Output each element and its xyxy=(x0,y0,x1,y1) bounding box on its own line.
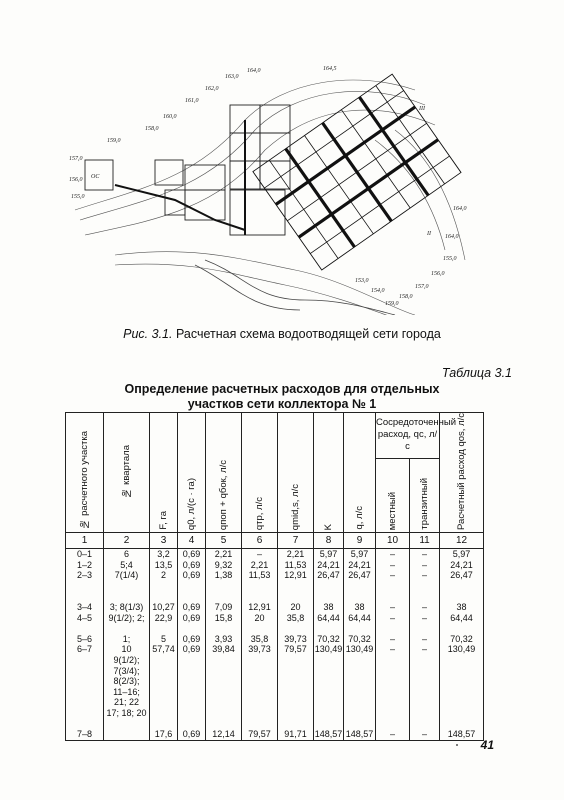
elevation-label: 163,0 xyxy=(225,74,239,80)
table-value: – xyxy=(422,633,428,644)
table-value xyxy=(314,655,343,666)
table-value xyxy=(206,697,241,708)
table-value: 24,21 xyxy=(450,559,473,570)
table-value: 0,69 xyxy=(182,548,201,559)
header-q: q, л/с xyxy=(344,413,376,533)
table-value xyxy=(376,666,409,677)
table-value: – xyxy=(389,612,395,623)
elevation-label: 156,0 xyxy=(431,271,445,277)
table-value xyxy=(178,718,205,729)
table-value xyxy=(150,676,177,687)
table-value: 2,21 xyxy=(214,548,233,559)
table-value: 3; 8(1/3) xyxy=(109,601,144,612)
table-value: 4–5 xyxy=(76,612,93,623)
table-value xyxy=(66,687,103,698)
table-value xyxy=(206,708,241,719)
table-value xyxy=(206,655,241,666)
table-value xyxy=(150,718,177,729)
table-value: 39,84 xyxy=(212,644,235,655)
table-column-cell xyxy=(242,548,278,740)
table-value xyxy=(206,623,241,634)
table-value xyxy=(314,581,343,592)
table-value xyxy=(206,591,241,602)
table-value xyxy=(242,697,277,708)
table-value: 0–1 xyxy=(76,548,93,559)
table-value xyxy=(314,591,343,602)
table-value xyxy=(278,687,313,698)
table-column-cell xyxy=(178,548,206,740)
elevation-label: 158,0 xyxy=(145,126,159,132)
table-value xyxy=(242,655,277,666)
table-value: 12,91 xyxy=(248,601,271,612)
figure-caption-number: Рис. 3.1. xyxy=(123,327,173,341)
table-value: 5,97 xyxy=(350,548,369,559)
table-value xyxy=(178,591,205,602)
table-value xyxy=(66,718,103,729)
elevation-label: 155,0 xyxy=(443,256,457,262)
elevation-label: 159,0 xyxy=(107,138,121,144)
table-value xyxy=(178,708,205,719)
elevation-label: 159,0 xyxy=(385,301,399,307)
table-value: 7(3/4); xyxy=(113,665,140,676)
table-value xyxy=(410,708,439,719)
column-number: 7 xyxy=(278,532,314,548)
table-value xyxy=(344,697,375,708)
table-value xyxy=(66,676,103,687)
page-number: 41 xyxy=(480,738,494,752)
table-value xyxy=(178,697,205,708)
table-value: 0,69 xyxy=(182,633,201,644)
table-value xyxy=(344,591,375,602)
table-value xyxy=(376,708,409,719)
table-value xyxy=(314,718,343,729)
header-transit: транзитный xyxy=(410,458,440,532)
table-column-cell xyxy=(104,548,150,740)
table-value: 9(1/2); xyxy=(113,654,140,665)
table-value xyxy=(104,718,149,729)
main-label-iii: III xyxy=(419,106,425,112)
table-value: 5–6 xyxy=(76,633,93,644)
table-value xyxy=(150,708,177,719)
table-value xyxy=(278,718,313,729)
figure-caption-text: Расчетная схема водоотводящей сети города xyxy=(172,327,441,341)
elevation-label: 161,0 xyxy=(185,98,199,104)
table-value: 13,5 xyxy=(154,559,173,570)
table-value: 2–3 xyxy=(76,570,93,581)
elevation-label: 160,0 xyxy=(163,114,177,120)
table-value xyxy=(410,687,439,698)
table-value xyxy=(344,718,375,729)
table-value xyxy=(440,591,483,602)
elevation-label: 154,0 xyxy=(371,288,385,294)
table-value: 5,97 xyxy=(452,548,471,559)
table-value xyxy=(314,623,343,634)
table-value: 38 xyxy=(354,601,365,612)
river xyxy=(195,260,395,315)
table-value xyxy=(206,718,241,729)
table-value xyxy=(410,697,439,708)
table-value xyxy=(66,655,103,666)
table-value xyxy=(278,623,313,634)
table-value: 148,57 xyxy=(447,729,476,740)
table-value: – xyxy=(389,644,395,655)
table-value xyxy=(278,581,313,592)
table-value: 10,27 xyxy=(152,601,175,612)
table-value: 7,09 xyxy=(214,601,233,612)
table-value: 70,32 xyxy=(317,633,340,644)
table-value: 21; 22 xyxy=(113,697,140,708)
column-number: 3 xyxy=(150,532,178,548)
column-number: 10 xyxy=(376,532,410,548)
table-value xyxy=(344,676,375,687)
table-value xyxy=(150,655,177,666)
elevation-label: 164,0 xyxy=(247,68,261,74)
table-value: 12,14 xyxy=(212,729,235,740)
column-number: 11 xyxy=(410,532,440,548)
table-value xyxy=(278,591,313,602)
table-value: 9(1/2); 2; xyxy=(108,612,145,623)
table-value xyxy=(314,697,343,708)
header-section-number: № расчетного участка xyxy=(66,413,104,533)
table-value: 130,49 xyxy=(447,644,476,655)
table-value: 7–8 xyxy=(76,729,93,740)
table-value xyxy=(104,729,149,740)
table-value xyxy=(376,591,409,602)
table-value: 130,49 xyxy=(314,644,343,655)
table-value: 70,32 xyxy=(450,633,473,644)
table-value: 3,2 xyxy=(157,548,170,559)
table-value: – xyxy=(422,570,428,581)
table-value: 148,57 xyxy=(345,729,374,740)
table-value: 64,44 xyxy=(450,612,473,623)
table-value: 35,8 xyxy=(250,633,269,644)
table-value xyxy=(178,666,205,677)
table-value xyxy=(376,718,409,729)
header-area: F, га xyxy=(150,413,178,533)
table-column-cell xyxy=(66,548,104,740)
table-value xyxy=(66,581,103,592)
column-number: 5 xyxy=(206,532,242,548)
table-column-cell xyxy=(376,548,410,740)
table-title-line1: Определение расчетных расходов для отдельных xyxy=(124,382,440,396)
table-value xyxy=(150,581,177,592)
table-value: 11,53 xyxy=(284,559,307,570)
header-block-number: № квартала xyxy=(104,413,150,533)
table-value: 9,32 xyxy=(214,559,233,570)
table-value: 10 xyxy=(121,644,132,655)
table-value xyxy=(344,687,375,698)
table-value: – xyxy=(422,548,428,559)
table-value: 70,32 xyxy=(348,633,371,644)
table-value xyxy=(242,708,277,719)
table-value xyxy=(376,655,409,666)
table-value xyxy=(344,623,375,634)
table-value: 39,73 xyxy=(284,633,307,644)
elevation-label: 157,0 xyxy=(415,284,429,290)
table-value xyxy=(178,623,205,634)
table-value: 26,47 xyxy=(348,570,371,581)
table-value xyxy=(206,676,241,687)
table-column-cell xyxy=(150,548,178,740)
table-value xyxy=(440,687,483,698)
table-value xyxy=(344,655,375,666)
table-value: 79,57 xyxy=(284,644,307,655)
table-value: – xyxy=(422,729,428,740)
table-value: 6–7 xyxy=(76,644,93,655)
table-value xyxy=(66,666,103,677)
city-blocks-right xyxy=(253,74,461,270)
table-value: 0,69 xyxy=(182,644,201,655)
table-value: 22,9 xyxy=(154,612,173,623)
header-design-flow: Расчетный расход qоs, л/с xyxy=(440,413,484,533)
column-number: 12 xyxy=(440,532,484,548)
table-value xyxy=(278,655,313,666)
header-qmid: qmid,s, л/с xyxy=(278,413,314,533)
table-value: 5,97 xyxy=(319,548,338,559)
table-body-row xyxy=(66,548,484,740)
table-value xyxy=(376,581,409,592)
table-value xyxy=(376,676,409,687)
table-value xyxy=(410,676,439,687)
table-value xyxy=(178,655,205,666)
table-value xyxy=(440,708,483,719)
table-value xyxy=(440,623,483,634)
table-value: – xyxy=(389,570,395,581)
table-column-cell xyxy=(440,548,484,740)
table-value: 57,74 xyxy=(152,644,175,655)
elevation-label: 164,0 xyxy=(453,206,467,212)
city-blocks xyxy=(85,105,290,235)
table-value xyxy=(242,676,277,687)
table-value: – xyxy=(389,548,395,559)
table-value xyxy=(440,676,483,687)
table-value xyxy=(242,666,277,677)
table-value xyxy=(242,687,277,698)
table-value: 17; 18; 20 xyxy=(106,707,147,718)
table-value: 8(2/3); xyxy=(113,676,140,687)
treatment-plant-label: ОС xyxy=(91,174,100,180)
table-column-cell xyxy=(410,548,440,740)
elevation-label: 153,0 xyxy=(355,278,369,284)
elevation-label: 158,0 xyxy=(399,294,413,300)
table-value: 12,91 xyxy=(284,570,307,581)
table-value xyxy=(242,718,277,729)
table-column-cell xyxy=(314,548,344,740)
sewer-network-scheme xyxy=(55,60,495,315)
table-value xyxy=(410,591,439,602)
table-value xyxy=(410,655,439,666)
table-value: 148,57 xyxy=(314,729,343,740)
table-value xyxy=(66,623,103,634)
elevation-label: 157,0 xyxy=(69,156,83,162)
table-value: 26,47 xyxy=(450,570,473,581)
header-q0: q0, л/(с · га) xyxy=(178,413,206,533)
table-value xyxy=(150,591,177,602)
column-number-row xyxy=(66,532,484,548)
elevation-label: 164,0 xyxy=(445,234,459,240)
table-value: 0,69 xyxy=(182,729,201,740)
table-value xyxy=(178,676,205,687)
elevation-label: 155,0 xyxy=(71,194,85,200)
table-value: 17,6 xyxy=(154,729,173,740)
table-value: – xyxy=(422,601,428,612)
table-value xyxy=(314,708,343,719)
table-value: 11,53 xyxy=(248,570,271,581)
column-number: 2 xyxy=(104,532,150,548)
main-label-ii: II xyxy=(427,231,431,237)
column-number: 6 xyxy=(242,532,278,548)
table-value xyxy=(150,697,177,708)
table-value xyxy=(242,581,277,592)
table-value xyxy=(376,687,409,698)
table-value xyxy=(344,666,375,677)
table-value: 0,69 xyxy=(182,559,201,570)
table-value: – xyxy=(389,633,395,644)
table-value: 6 xyxy=(123,548,129,559)
table-value: 3,93 xyxy=(214,633,233,644)
table-column-cell xyxy=(344,548,376,740)
table-title-line2: участков сети коллектора № 1 xyxy=(187,397,377,411)
table-value xyxy=(344,708,375,719)
table-value xyxy=(410,623,439,634)
table-value: – xyxy=(422,612,428,623)
table-value: 2 xyxy=(160,570,166,581)
table-value xyxy=(278,666,313,677)
elevation-label: 156,0 xyxy=(69,177,83,183)
table-value: 1,38 xyxy=(214,570,233,581)
table-value: 11–16; xyxy=(113,686,140,697)
table-value: 1; xyxy=(122,633,131,644)
figure-caption xyxy=(0,327,564,341)
column-number: 4 xyxy=(178,532,206,548)
table-value: 24,21 xyxy=(317,559,340,570)
table-value xyxy=(376,623,409,634)
elevation-label: 162,0 xyxy=(205,86,219,92)
table-value: – xyxy=(422,644,428,655)
table-column-cell xyxy=(278,548,314,740)
table-value: 1–2 xyxy=(76,559,93,570)
table-value: 20 xyxy=(254,612,265,623)
table-value xyxy=(178,687,205,698)
table-value xyxy=(410,718,439,729)
table-value: 38 xyxy=(323,601,334,612)
table-value xyxy=(150,687,177,698)
table-value xyxy=(242,623,277,634)
collector-line xyxy=(115,120,245,235)
table-value xyxy=(410,666,439,677)
table-value xyxy=(66,708,103,719)
table-column-cell xyxy=(206,548,242,740)
header-concentrated-flow: Сосредоточенный расход, qс, л/с xyxy=(376,413,440,459)
table-value xyxy=(440,666,483,677)
column-number: 1 xyxy=(66,532,104,548)
table-value: 24,21 xyxy=(348,559,371,570)
table-value: – xyxy=(389,559,395,570)
table-value xyxy=(206,687,241,698)
column-number: 8 xyxy=(314,532,344,548)
table-value xyxy=(410,581,439,592)
table-value xyxy=(440,581,483,592)
table-value xyxy=(242,591,277,602)
table-value xyxy=(314,666,343,677)
header-k: K xyxy=(314,413,344,533)
table-value xyxy=(66,697,103,708)
table-value: 0,69 xyxy=(182,570,201,581)
table-value: – xyxy=(422,559,428,570)
table-value xyxy=(344,581,375,592)
table-value xyxy=(66,591,103,602)
table-value: 64,44 xyxy=(317,612,340,623)
page-mark xyxy=(456,744,458,746)
table-value: 20 xyxy=(290,601,301,612)
table-value xyxy=(278,676,313,687)
table-value: 5;4 xyxy=(120,559,133,570)
table-value xyxy=(150,666,177,677)
table-value: 130,49 xyxy=(345,644,374,655)
table-value xyxy=(104,591,149,602)
table-title xyxy=(0,382,564,412)
table-value xyxy=(440,718,483,729)
table-value xyxy=(278,708,313,719)
table-value: 91,71 xyxy=(284,729,307,740)
table-value xyxy=(314,676,343,687)
table-value xyxy=(440,697,483,708)
table-value: 0,69 xyxy=(182,601,201,612)
table-value: 38 xyxy=(456,601,467,612)
table-value: 64,44 xyxy=(348,612,371,623)
header-qtr: qтр, л/с xyxy=(242,413,278,533)
table-value: – xyxy=(389,601,395,612)
elevation-label: 164,5 xyxy=(323,66,337,72)
table-value: 15,8 xyxy=(214,612,233,623)
table-value xyxy=(278,697,313,708)
table-value: 3–4 xyxy=(76,601,93,612)
table-value: 35,8 xyxy=(286,612,305,623)
table-value: – xyxy=(389,729,395,740)
column-number: 9 xyxy=(344,532,376,548)
table-value xyxy=(150,623,177,634)
flow-calculation-table xyxy=(65,412,484,741)
table-value: 7(1/4) xyxy=(114,570,139,581)
table-value: 2,21 xyxy=(250,559,269,570)
table-value: 2,21 xyxy=(286,548,305,559)
table-value: 39,73 xyxy=(248,644,271,655)
table-value: 79,57 xyxy=(248,729,271,740)
table-value: 0,69 xyxy=(182,612,201,623)
table-value xyxy=(206,666,241,677)
contour-lines xyxy=(75,80,465,315)
header-local: местный xyxy=(376,458,410,532)
table-value: – xyxy=(256,548,262,559)
table-number: Таблица 3.1 xyxy=(441,366,512,380)
table-value xyxy=(376,697,409,708)
table-value xyxy=(440,655,483,666)
header-qpop-qbok: qпоп + qбок, л/с xyxy=(206,413,242,533)
table-value: 26,47 xyxy=(317,570,340,581)
table-value xyxy=(206,581,241,592)
table-value xyxy=(104,581,149,592)
table-value: 5 xyxy=(160,633,166,644)
table-value xyxy=(178,581,205,592)
table-value xyxy=(104,623,149,634)
table-value xyxy=(314,687,343,698)
